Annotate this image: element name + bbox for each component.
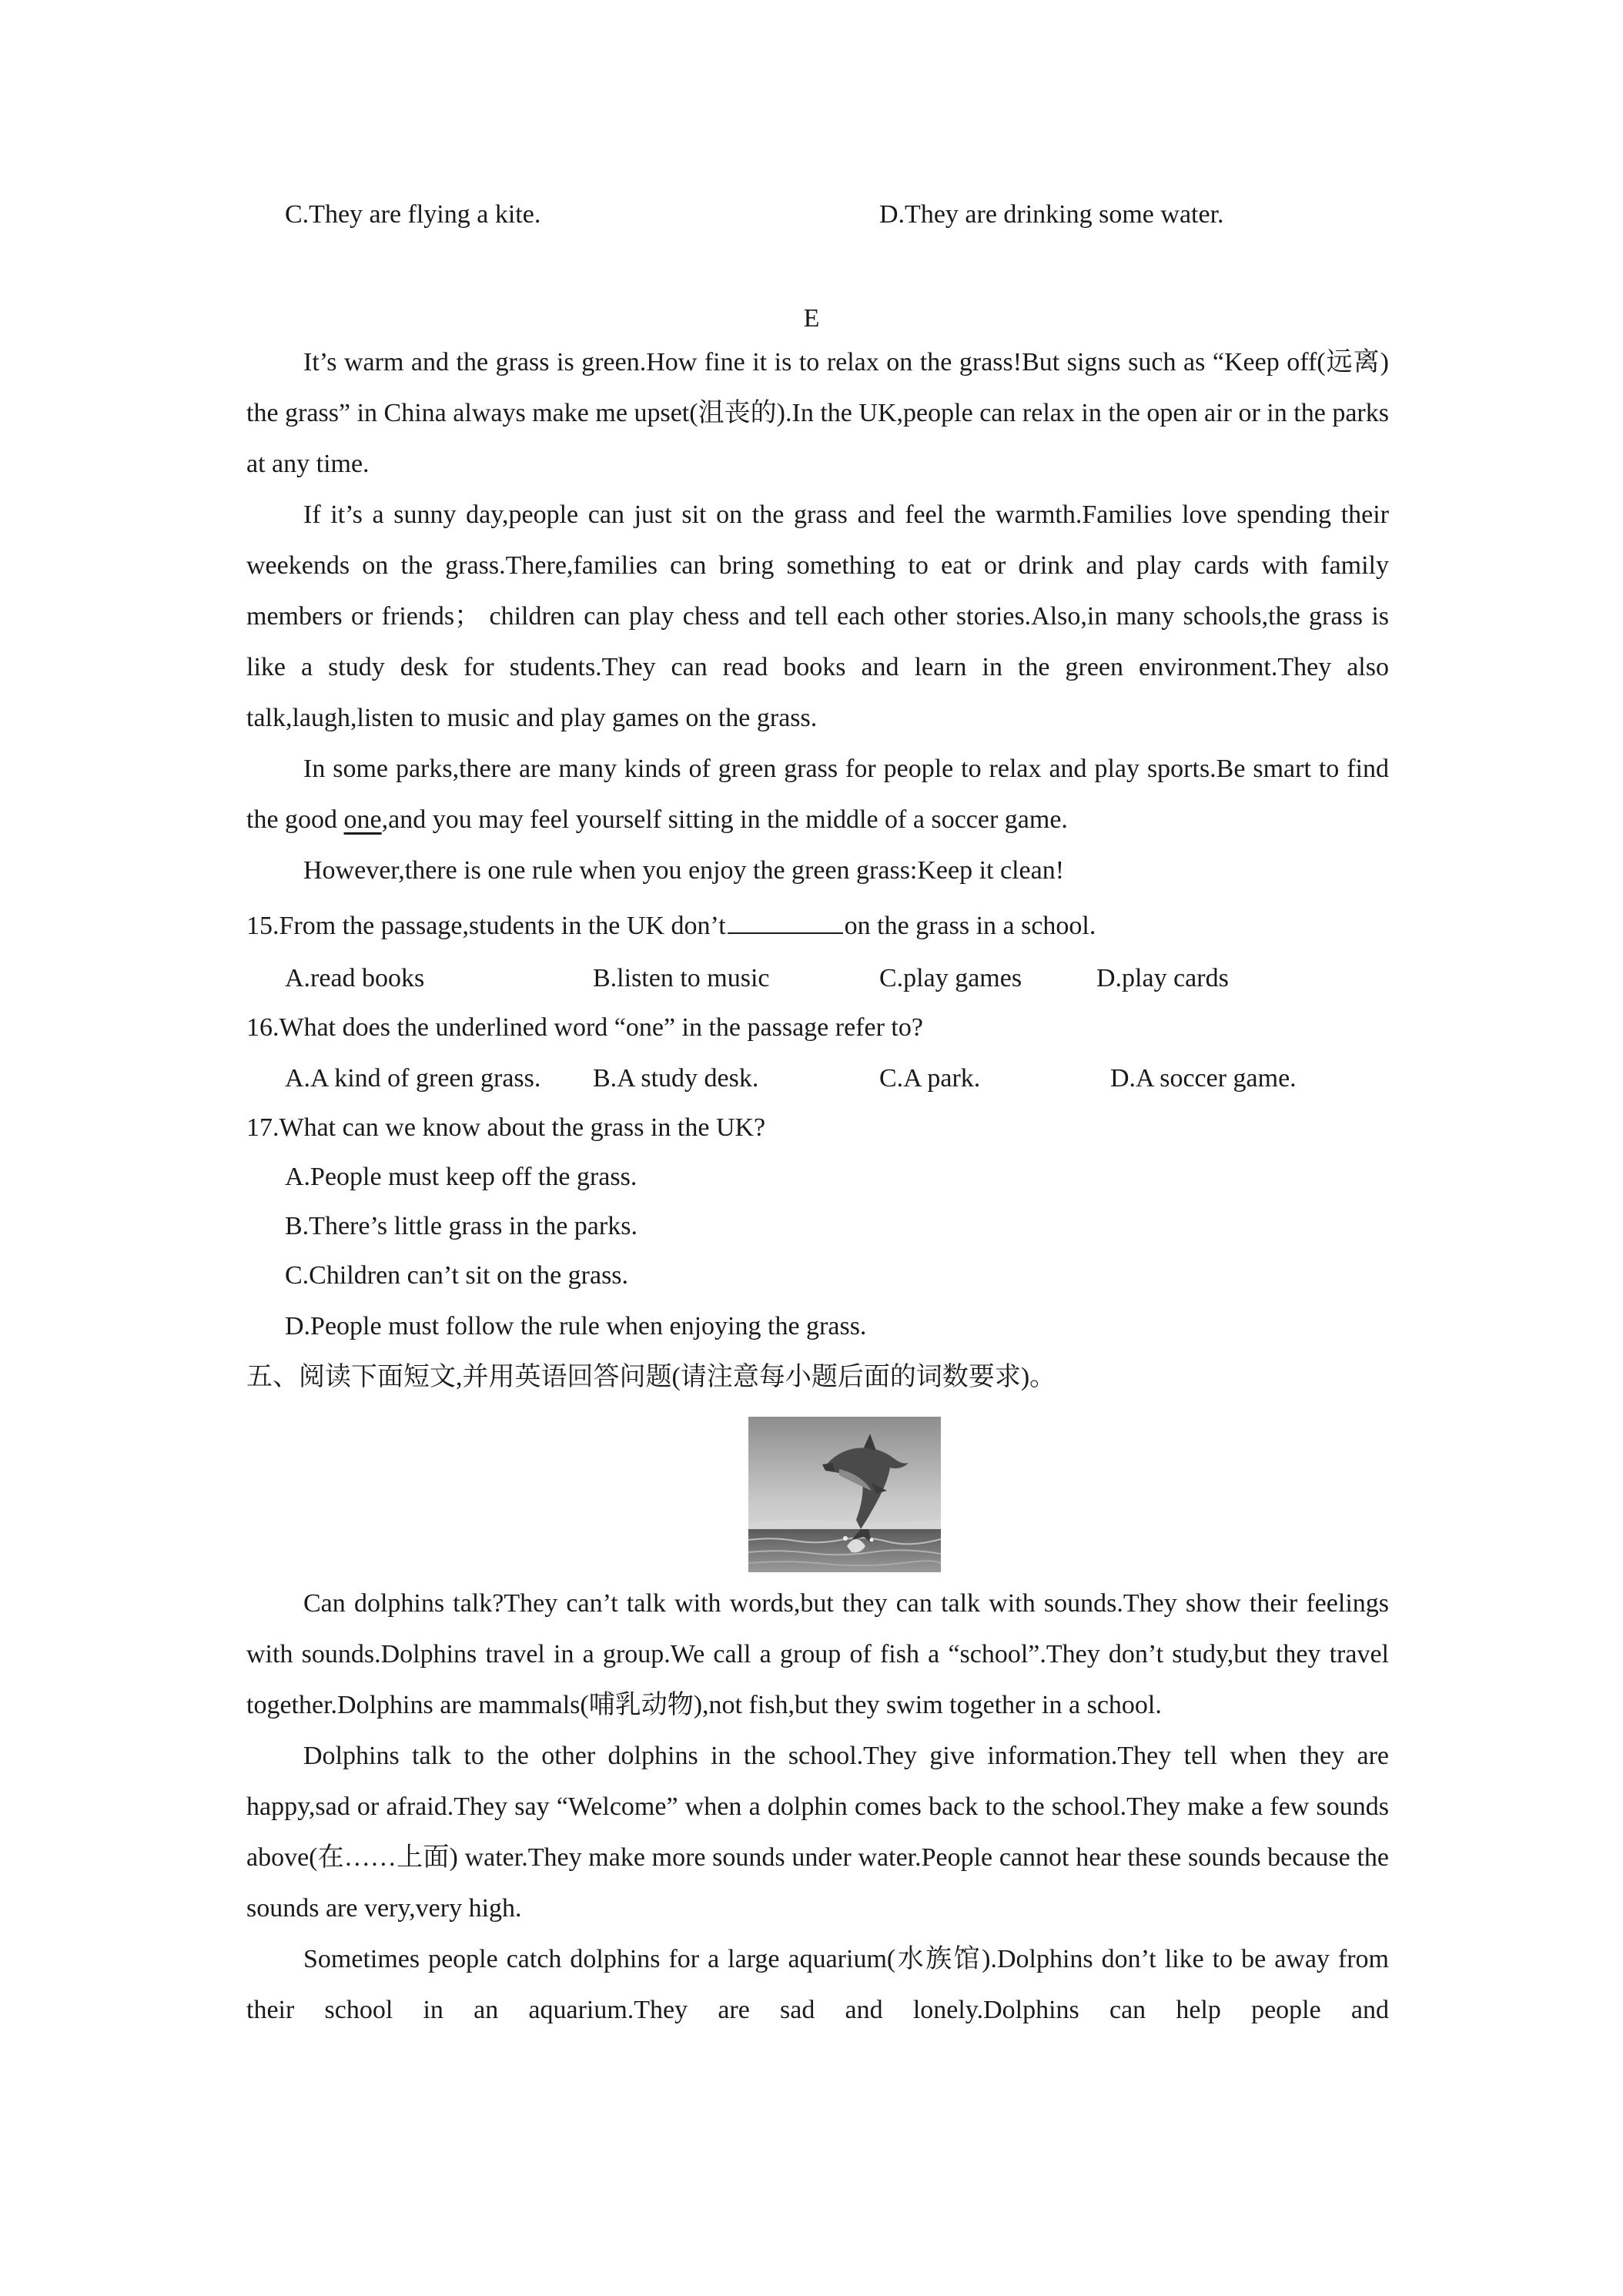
passage-5-paragraph-1: Can dolphins talk?They can’t talk with words,but they can talk with sounds.They show their feelings with sounds.Dolphins travel in a group.We call a group of fish a “school”.They don’t study,but they travel together.Dolphins are mammals(哺乳动物),not fish,but they swim together in a school. (246, 1589, 1389, 1719)
question-17: 17.What can we know about the grass in the UK? (246, 1113, 766, 1142)
passage-e-paragraph-2: If it’s a sunny day,people can just sit on the grass and feel the warmth.Families love spending their weekends on the grass.There,families can bring something to eat or drink and play cards with family members or friends； children can play chess and tell each other stories.Also,in many schools,the grass is like a study desk for students.They can read books and learn in the green environment.They also talk,laugh,listen to music and play games on the grass. (246, 500, 1389, 732)
q16-option-d: D.A soccer game. (1110, 1064, 1297, 1093)
q16-option-b: B.A study desk. (593, 1064, 759, 1093)
q17-option-c: C.Children can’t sit on the grass. (285, 1261, 629, 1290)
option-d-top: D.They are drinking some water. (879, 200, 1224, 229)
p3-before: In some parks,there are many kinds of green grass for people to relax and play sports.Be smart to find the good (246, 755, 1389, 834)
passage-5-paragraph-3: Sometimes people catch dolphins for a large aquarium(水族馆).Dolphins don’t like to be away from their school in an aquarium.They are sad and lonely.Dolphins can help people and (246, 1945, 1389, 2024)
question-15-tail: on the grass in a school. (844, 912, 1096, 940)
passage-5-paragraph-2: Dolphins talk to the other dolphins in the school.They give information.They tell when they are happy,sad or afraid.They say “Welcome” when a dolphin comes back to the school.They make a few sounds above(在……上面) water.They make more sounds under water.People cannot hear these sounds because the sounds are very,very high. (246, 1742, 1389, 1923)
q15-option-a: A.read books (285, 964, 425, 992)
question-15 (246, 901, 1096, 952)
passage-e-paragraph-3 (246, 744, 1389, 845)
passage-e-paragraph-4: However,there is one rule when you enjoy the green grass:Keep it clean! (303, 856, 1065, 885)
dolphin-photo (748, 1417, 941, 1572)
q15-option-c: C.play games (879, 964, 1022, 992)
q17-option-d: D.People must follow the rule when enjoying the grass. (285, 1312, 867, 1340)
q17-option-b: B.There’s little grass in the parks. (285, 1212, 637, 1240)
passage-5 (246, 1578, 1389, 2036)
p3-after: ,and you may feel yourself sitting in the middle of a soccer game. (381, 805, 1068, 834)
section-e-title: E (803, 304, 820, 333)
question-16: 16.What does the underlined word “one” in the passage refer to? (246, 1013, 923, 1042)
q16-option-a: A.A kind of green grass. (285, 1064, 541, 1093)
passage-e (246, 337, 1389, 896)
passage-e-paragraph-1: It’s warm and the grass is green.How fine it is to relax on the grass!But signs such as “Keep off(远离) the grass” in China always make me upset(沮丧的).In the UK,people can relax in the open air or in the parks at any time. (246, 348, 1389, 478)
option-c-top: C.They are flying a kite. (285, 200, 541, 229)
q17-option-a: A.People must keep off the grass. (285, 1163, 637, 1191)
question-15-stem: 15.From the passage,students in the UK don’t (246, 912, 726, 940)
q15-option-b: B.listen to music (593, 964, 770, 992)
answer-blank (728, 909, 843, 934)
underlined-word-one: one (343, 805, 382, 834)
q15-option-d: D.play cards (1096, 964, 1229, 992)
q16-option-c: C.A park. (879, 1064, 981, 1093)
section-5-heading: 五、阅读下面短文,并用英语回答问题(请注意每小题后面的词数要求)。 (246, 1363, 1056, 1391)
